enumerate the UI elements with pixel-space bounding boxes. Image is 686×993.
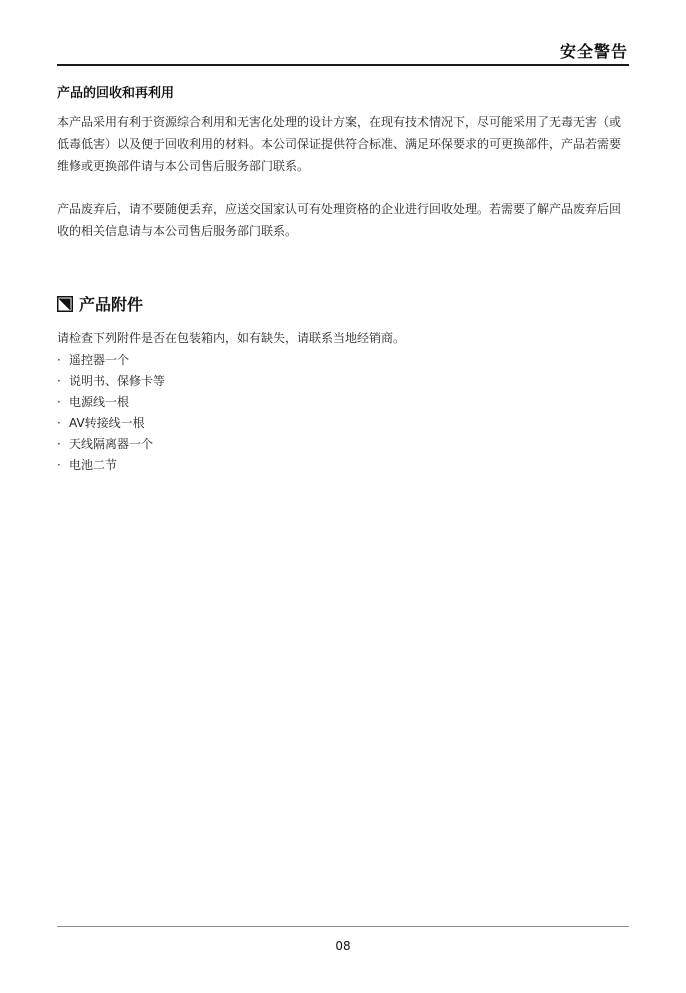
recycling-section-title: 产品的回收和再利用 <box>57 86 175 101</box>
bullet: · <box>57 374 61 388</box>
list-item <box>57 455 165 476</box>
bullet: · <box>57 416 61 430</box>
accessory-label: 说明书、保修卡等 <box>69 374 166 388</box>
bullet: · <box>57 458 61 472</box>
header-title: 安全警告 <box>559 42 628 61</box>
bullet: · <box>57 437 61 451</box>
bullet: · <box>57 395 61 409</box>
accessories-title: 产品附件 <box>79 295 144 314</box>
accessory-label: 电源线一根 <box>69 395 130 409</box>
list-item <box>57 434 165 455</box>
list-item <box>57 371 165 392</box>
list-item <box>57 350 165 371</box>
accessory-label: 遥控器一个 <box>69 353 130 367</box>
recycling-paragraph-2: 产品废弃后，请不要随便丢弃，应送交国家认可有处理资格的企业进行回收处理。若需要了解产品废弃后回收的相关信息请与本公司售后服务部门联系。 <box>57 202 622 238</box>
accessories-intro: 请检查下列附件是否在包装箱内，如有缺失，请联系当地经销商。 <box>57 331 406 345</box>
recycling-paragraph-1: 本产品采用有利于资源综合利用和无害化处理的设计方案，在现有技术情况下，尽可能采用了无毒无害（或低毒低害）以及便于回收利用的材料。本公司保证提供符合标准、满足环保要求的可更换部件，产品若需要维修或更换部件请与本公司售后服务部门联系。 <box>57 115 622 173</box>
accessory-label: 电池二节 <box>69 458 118 472</box>
accessories-heading <box>57 292 143 315</box>
list-item <box>57 413 165 434</box>
checkbox-icon <box>57 296 73 312</box>
footer-divider <box>57 926 629 927</box>
page-number: 08 <box>335 939 351 953</box>
header-divider <box>57 64 629 66</box>
accessories-list <box>57 350 165 476</box>
accessory-label: 天线隔离器一个 <box>69 437 154 451</box>
bullet: · <box>57 353 61 367</box>
list-item <box>57 392 165 413</box>
accessory-label: AV转接线一根 <box>69 416 145 430</box>
